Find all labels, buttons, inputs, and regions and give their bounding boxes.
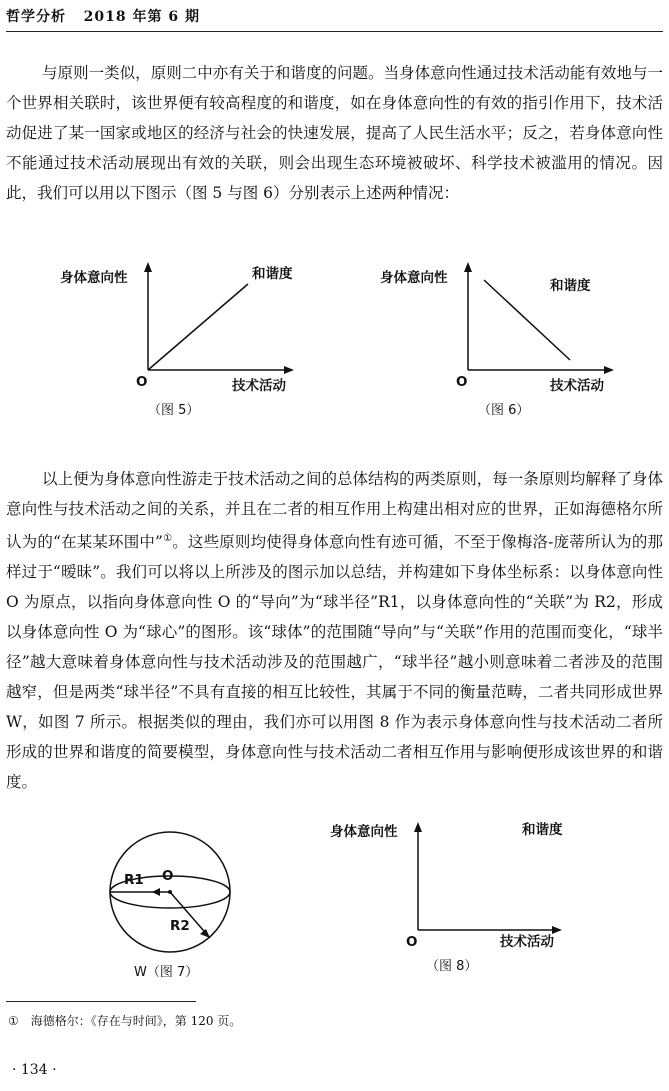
fig8-x-arrow (552, 926, 562, 934)
fig6-origin: O (456, 374, 468, 390)
fig6-x-label: 技术活动 (550, 378, 604, 394)
figure-6 (380, 258, 620, 428)
fig6-caption: （图 6） (478, 403, 530, 418)
fig6-line-label: 和谐度 (550, 278, 591, 294)
fig8-x-label: 技术活动 (500, 934, 554, 950)
fig6-y-arrow (464, 262, 472, 272)
figure-7 (100, 828, 270, 988)
fig6-y-label: 身体意向性 (380, 270, 448, 286)
fig7-r1-arrow (152, 888, 160, 896)
footnote-ref[interactable]: ① (162, 533, 173, 544)
fig8-y-label: 身体意向性 (330, 824, 398, 840)
paragraph-2-text-a: 以上便为身体意向性游走于技术活动之间的总体结构的两类原则，每一条原则均解释了身体意向性与技术活动之间的关系，并且在二者的相互作用上构建出相对应的世界，正如海德格尔所认为的“在某某环围中” (6, 470, 663, 552)
fig8-y-arrow (414, 822, 422, 832)
fig8-caption: （图 8） (426, 959, 478, 974)
fig5-x-arrow (284, 366, 294, 374)
footnote-rule (6, 1001, 196, 1002)
fig5-x-label: 技术活动 (232, 378, 286, 394)
fig7-center-dot (168, 890, 172, 894)
paragraph-1-text: 与原则一类似，原则二中亦有关于和谐度的问题。当身体意向性通过技术活动能有效地与一个世界相关联时，该世界便有较高程度的和谐度，如在身体意向性的有效的指引作用下，技术活动促进了某一国家或地区的经济与社会的快速发展，提高了人民生活水平；反之，若身体意向性不能通过技术活动展现出有效的关联，则会出现生态环境被破坏、科学技术被滥用的情况。因此，我们可以用以下图示（图 5 与图 6）分别表示上述两种情况： (6, 64, 663, 202)
journal-name: 哲学分析 (6, 9, 66, 25)
footnote-mark: ① (8, 1014, 19, 1028)
paragraph-2-text-b: 。这些原则均使得身体意向性有迹可循，不至于像梅洛-庞蒂所认为的那样过于“暧昧”。我们可以将以上所涉及的图示加以总结，并构建如下身体坐标系：以身体意向性 O 为原点，以指向身体意向性 O 的“导向”为“球半径”R1，以身体意向性的“关联”为 R2，形成以身体意向性 O 为“球心”的图形。该“球体”的范围随“导向”与“关联”作用的范围而变化，“球半径”越大意味着身体意向性与技术活动涉及的范围越广，“球半径”越小则意味着二者涉及的范围越窄，但是两类“球半径”不具有直接的相互比较性，其属于不同的衡量范畴，二者共同形成世界 W，如图 7 所示。根据类似的理由，我们亦可以用图 8 作为表示身体意向性与技术活动二者所形成的世界和谐度的简要模型，身体意向性与技术活动二者相互作用与影响便形成该世界的和谐度。 (6, 533, 663, 792)
paragraph-1 (6, 58, 663, 208)
journal-issue: 2018 年第 6 期 (83, 9, 200, 25)
figure-5 (60, 258, 300, 428)
fig6-x-arrow (604, 366, 614, 374)
page-number: · 134 · (12, 1062, 57, 1078)
footnote-text: 海德格尔：《存在与时间》，第 120 页。 (30, 1014, 242, 1028)
fig7-r2-label: R2 (170, 918, 190, 934)
fig7-r2-arrow (200, 929, 210, 938)
fig5-line-label: 和谐度 (252, 266, 293, 282)
fig8-corner-label: 和谐度 (522, 822, 563, 838)
fig7-r1-label: R1 (124, 872, 144, 888)
fig8-origin: O (406, 934, 418, 950)
fig7-caption: W（图 7） (134, 965, 199, 980)
figure-8 (330, 818, 590, 988)
fig5-trend-line (148, 284, 248, 370)
fig5-origin: O (136, 374, 148, 390)
footnote (8, 1012, 241, 1029)
running-header (6, 6, 200, 26)
paragraph-2 (6, 464, 663, 797)
fig5-y-label: 身体意向性 (60, 270, 128, 286)
fig5-y-arrow (144, 262, 152, 272)
fig7-center-label: O (162, 868, 174, 884)
header-rule (6, 31, 663, 32)
fig5-caption: （图 5） (148, 403, 200, 418)
